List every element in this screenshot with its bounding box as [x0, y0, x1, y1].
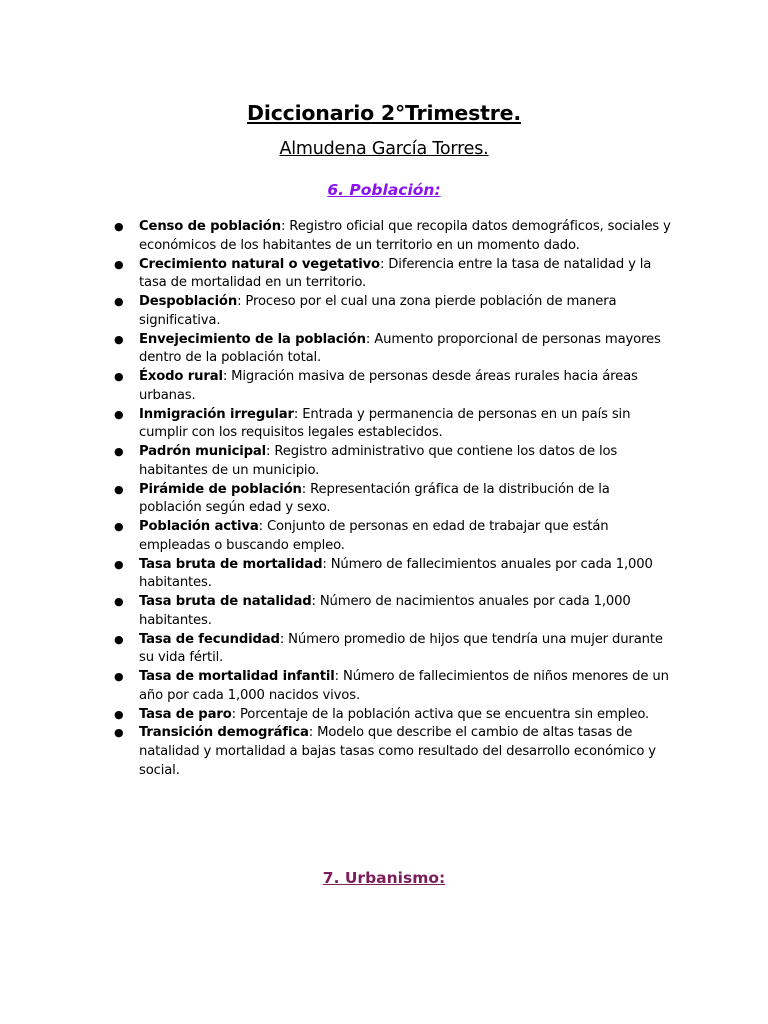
glossary-definition: : Proceso por el cual una zona pierde población de manera significativa. [139, 294, 617, 328]
glossary-term: Censo de población [139, 219, 281, 234]
bullet-icon: ● [114, 332, 124, 346]
glossary-definition: : Número de fallecimientos de niños menores de un año por cada 1,000 nacidos vivos. [139, 669, 669, 703]
glossary-entry [114, 256, 676, 294]
section-heading-poblacion: 6. Población: [327, 181, 441, 199]
bullet-icon: ● [114, 520, 124, 533]
glossary-term: Tasa bruta de natalidad [139, 594, 312, 609]
glossary-entry [114, 631, 676, 669]
glossary-definition: : Registro oficial que recopila datos demográficos, sociales y económicos de los habitantes de un territorio en un momento dado. [139, 219, 671, 253]
bullet-icon: ● [114, 295, 124, 308]
glossary-term: Tasa bruta de mortalidad [139, 556, 323, 572]
glossary-entry [114, 668, 676, 706]
glossary-entry [114, 331, 676, 369]
bullet-icon: ● [114, 407, 124, 421]
glossary-entry [114, 518, 676, 556]
glossary-entry [114, 218, 676, 256]
glossary-list [114, 218, 676, 781]
bullet-icon: ● [114, 632, 124, 646]
glossary-definition: : Modelo que describe el cambio de altas tasas de natalidad y mortalidad a bajas tasas como resultado del desarrollo económico y social. [139, 725, 656, 778]
document-title: Diccionario 2°Trimestre. [247, 101, 521, 125]
glossary-definition: : Número promedio de hijos que tendría una mujer durante su vida fértil. [139, 631, 663, 666]
bullet-icon: ● [114, 557, 124, 571]
glossary-term: Crecimiento natural o vegetativo [139, 256, 380, 272]
glossary-term: Pirámide de población [139, 481, 302, 497]
document-author: Almudena García Torres. [279, 139, 489, 159]
glossary-term: Transición demográfica [139, 725, 309, 741]
glossary-entry [114, 368, 676, 406]
glossary-definition: : Entrada y permanencia de personas en un país sin cumplir con los requisitos legales establecidos. [139, 406, 631, 441]
glossary-term: Padrón municipal [139, 444, 267, 459]
glossary-definition: : Número de fallecimientos anuales por cada 1,000 habitantes. [139, 556, 653, 591]
bullet-icon: ● [114, 220, 124, 233]
glossary-definition: : Porcentaje de la población activa que se encuentra sin empleo. [231, 706, 650, 722]
glossary-definition: : Conjunto de personas en edad de trabajar que están empleadas o buscando empleo. [139, 519, 609, 553]
glossary-definition: : Registro administrativo que contiene los datos de los habitantes de un municipio. [139, 444, 618, 478]
bullet-icon: ● [114, 670, 124, 683]
bullet-icon: ● [114, 707, 124, 721]
glossary-term: Tasa de paro [139, 706, 232, 722]
glossary-entry [114, 481, 676, 519]
bullet-icon: ● [114, 445, 124, 458]
bullet-icon: ● [114, 482, 124, 496]
glossary-entry [114, 293, 676, 331]
glossary-term: Tasa de mortalidad infantil [139, 669, 335, 684]
glossary-term: Inmigración irregular [139, 406, 294, 422]
section-heading-urbanismo: 7. Urbanismo: [322, 869, 446, 887]
glossary-entry [114, 406, 676, 444]
glossary-entry [114, 556, 676, 594]
bullet-icon: ● [114, 257, 124, 271]
glossary-definition: : Migración masiva de personas desde áreas rurales hacia áreas urbanas. [139, 369, 638, 403]
glossary-definition: : Diferencia entre la tasa de natalidad y la tasa de mortalidad en un territorio. [139, 256, 652, 291]
glossary-definition: : Número de nacimientos anuales por cada 1,000 habitantes. [139, 594, 631, 628]
glossary-entry [114, 443, 676, 481]
bullet-icon: ● [114, 726, 124, 740]
bullet-icon: ● [114, 595, 124, 608]
glossary-entry [114, 706, 676, 725]
glossary-definition: : Aumento proporcional de personas mayores dentro de la población total. [139, 331, 661, 366]
glossary-term: Tasa de fecundidad [139, 631, 280, 647]
bullet-icon: ● [114, 370, 124, 383]
glossary-term: Despoblación [139, 294, 238, 309]
glossary-term: Envejecimiento de la población [139, 331, 366, 347]
glossary-entry [114, 593, 676, 631]
glossary-term: Éxodo rural [139, 369, 223, 384]
glossary-definition: : Representación gráfica de la distribución de la población según edad y sexo. [139, 481, 610, 516]
glossary-entry [114, 724, 676, 780]
glossary-term: Población activa [139, 519, 259, 534]
